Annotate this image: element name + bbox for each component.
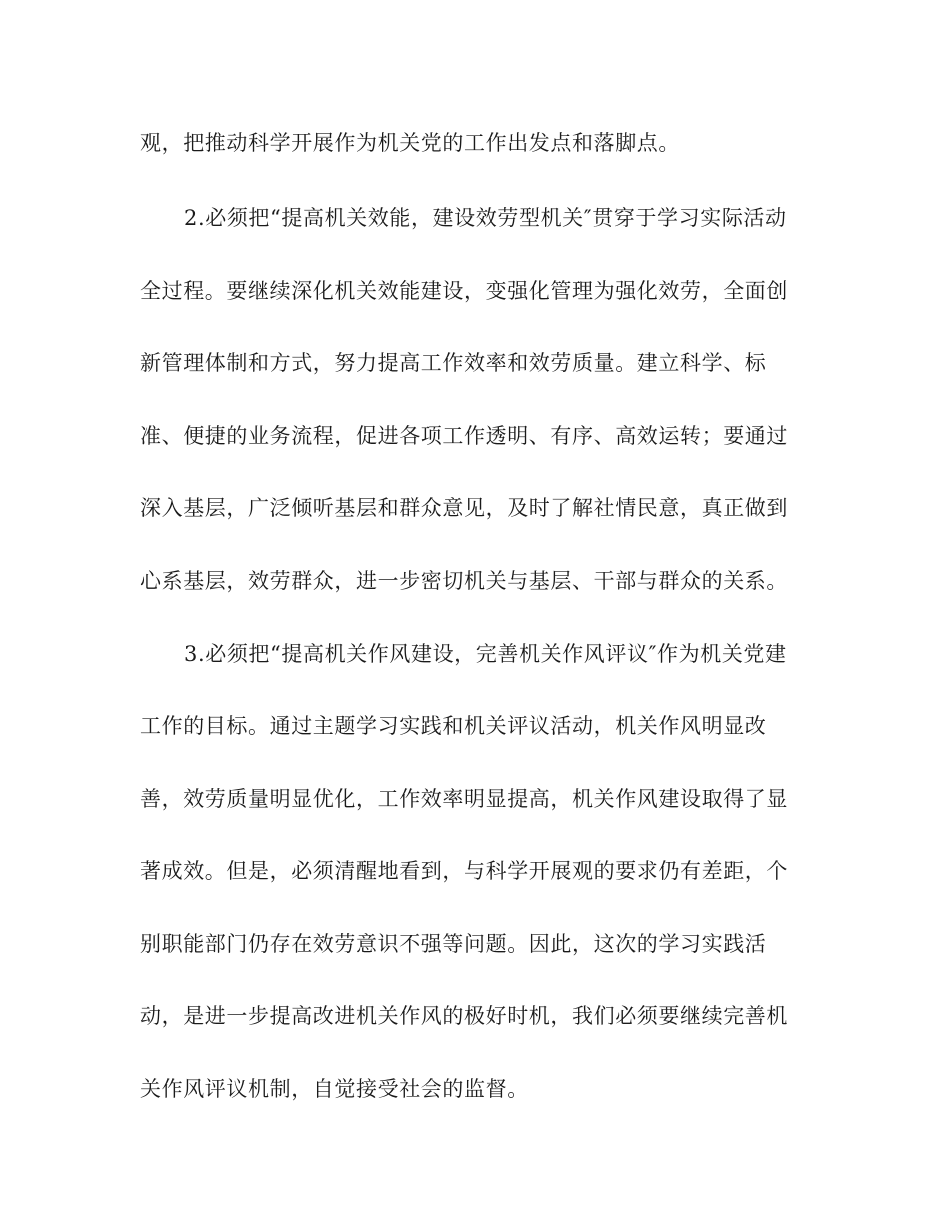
- text-line-2-paragraph-2-start: 2.必须把“提高机关效能，建设效劳型机关″贯穿于学习实际活动: [184, 206, 787, 230]
- text-line-7: 心系基层，效劳群众，进一步密切机关与基层、干部与群众的关系。: [140, 569, 788, 593]
- text-line-5: 准、便捷的业务流程，促进各项工作透明、有序、高效运转；要通过: [140, 424, 788, 448]
- text-line-8-paragraph-3-start: 3.必须把“提高机关作风建设，完善机关作风评议″作为机关党建: [184, 642, 787, 666]
- text-line-13: 动，是进一步提高改进机关作风的极好时机，我们必须要继续完善机: [140, 1004, 788, 1028]
- text-line-10: 善，效劳质量明显优化，工作效率明显提高，机关作风建设取得了显: [140, 787, 788, 811]
- text-line-11: 著成效。但是，必须清醒地看到，与科学开展观的要求仍有差距，个: [140, 859, 788, 883]
- text-line-4: 新管理体制和方式，努力提高工作效率和效劳质量。建立科学、标: [140, 351, 767, 375]
- text-line-1: 观，把推动科学开展作为机关党的工作出发点和落脚点。: [140, 131, 680, 155]
- text-line-12: 别职能部门仍存在效劳意识不强等问题。因此，这次的学习实践活: [140, 932, 767, 956]
- text-line-14: 关作风评议机制，自觉接受社会的监督。: [140, 1077, 529, 1101]
- text-line-9: 工作的目标。通过主题学习实践和机关评议活动，机关作风明显改: [140, 714, 767, 738]
- text-line-3: 全过程。要继续深化机关效能建设，变强化管理为强化效劳，全面创: [140, 279, 788, 303]
- text-line-6: 深入基层，广泛倾听基层和群众意见，及时了解社情民意，真正做到: [140, 496, 788, 520]
